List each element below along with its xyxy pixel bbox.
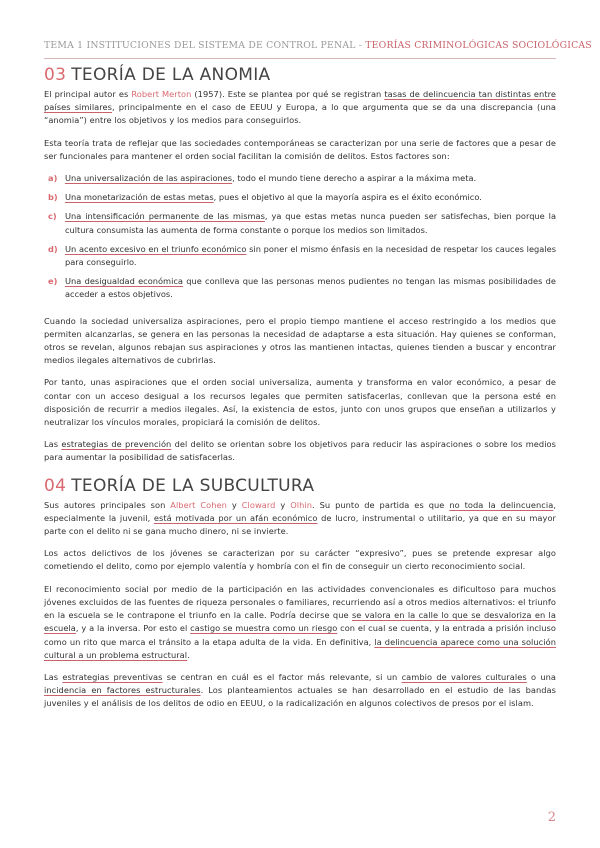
underlined-phrase: cambio de valores culturales [401,671,527,682]
section-heading-anomia [44,64,556,86]
underlined-phrase: no toda la delincuencia [449,499,554,510]
paragraph: Las estrategias preventivas se centran en cuál es el factor más relevante, si un cambio de valores culturales o una incidencia en factores estructurales. Los planteamientos actuales se han desarrollado en el estudio de las bandas juveniles y el análisis de los delitos de odio en EEUU, o la radicalización en algunos colectivos de presos por el islam. [44,671,557,709]
list-marker: c) [48,211,57,222]
underlined-phrase: estrategias de prevención [61,439,172,450]
underlined-phrase: castigo se muestra como un riesgo [190,623,338,634]
list-marker: e) [48,276,58,287]
section-number: 04 [44,475,67,496]
header-divider [44,58,556,59]
author-name: Albert Cohen [170,499,227,510]
section-number: 03 [44,65,67,85]
list-item: d) Un acento excesivo en el triunfo económico sin poner el mismo énfasis en la necesidad de respetar los cauces legales para conseguirlo. [48,243,556,268]
underlined-phrase: se valora en la calle lo que se desvaloriza en la escuela [44,610,557,634]
underlined-phrase: estrategias preventivas [62,671,163,682]
section-title: TEORÍA DE LA SUBCULTURA [71,475,315,496]
section-heading-subcultura [44,475,556,497]
author-name: Cloward [241,499,276,510]
section-title: TEORÍA DE LA ANOMIA [71,65,271,85]
list-marker: a) [48,173,58,184]
paragraph: Sus autores principales son Albert Cohen y Cloward y Olhin. Su punto de partida es que no toda la delincuencia, especialmente la juvenil, está motivada por un afán económico de lucro, instrumental o utilitario, ya que en su mayor parte con el delito ni se gana mucho dinero, ni se invierte. [44,499,557,537]
list-item: c) Una intensificación permanente de las mismas, ya que estas metas nunca pueden ser satisfechas, bien porque la cultura consumista las aumenta de forma constante o porque los medios son limitados. [48,211,556,235]
factors-list [44,172,556,302]
list-marker: b) [48,192,58,203]
paragraph: Las estrategias de prevención del delito se orientan sobre los objetivos para reducir las aspiraciones o sobre los medios para aumentar la posibilidad de satisfacerlas. [44,439,556,463]
page-number: 2 [547,810,556,825]
header-course: TEMA 1 INSTITUCIONES DEL SISTEMA DE CONTROL PENAL - [44,40,366,51]
list-item: a) Una universalización de las aspiraciones, todo el mundo tiene derecho a aspirar a la máxima meta. [44,172,556,185]
paragraph: Cuando la sociedad universaliza aspiraciones, pero el propio tiempo mantiene el acceso restringido a los medios que permiten alcanzarlas, se genera en las personas la necesidad de adaptarse a esta situación. Hay quienes se conforman, otros se revelan, algunos rebajan sus aspiraciones y otros las mantienen intactas, quienes tienden a buscar y encontrar medios ilegales alternativos de cubrirlas. [44,315,556,366]
paragraph: El principal autor es Robert Merton (1957). Este se plantea por qué se registran tasas de delincuencia tan distintas entre países similares, principalmente en el caso de EEUU y Europa, a lo que argumenta que se da una discrepancia (una “anomia”) entre los objetivos y los medios para conseguirlos. [44,89,556,126]
underlined-phrase: la delincuencia aparece como una solución cultural a un problema estructural [44,636,556,660]
paragraph: Los actos delictivos de los jóvenes se caracterizan por su carácter “expresivo”, pues se pretende expresar algo cometiendo el delito, como por ejemplo valentía y hombría con el fin de conseguir un cierto reconocimiento social. [44,548,556,572]
header-topic: TEORÍAS CRIMINOLÓGICAS SOCIOLÓGICAS [365,40,592,51]
list-item: e) Una desigualdad económica que conlleva que las personas menos pudientes no tengan las mismas posibilidades de acceder a estos objetivos. [48,276,556,300]
list-item: b) Una monetarización de estas metas, pues el objetivo al que la mayoría aspira es el éxito económico. [44,191,556,204]
paragraph: El reconocimiento social por medio de la participación en las actividades convencionales es dificultoso para muchos jóvenes excluidos de las fuentes de riqueza personales o familiares, recurriendo así a otros medios alternativos: el triunfo en la escuela se le contrapone el triunfo en la calle. Podría decirse que se valora en la calle lo que se desvaloriza en la escuela, y a la inversa. Por esto el castigo se muestra como un riesgo con el cual se cuenta, y la entrada a prisión incluso como un rito que marca el tránsito a la etapa adulta de la vida. En definitiva, la delincuencia aparece como una solución cultural a un problema estructural. [44,583,557,660]
page-header [44,40,592,51]
list-marker: d) [48,243,58,254]
underlined-phrase: está motivada por un afán económico [153,512,318,523]
paragraph: Por tanto, unas aspiraciones que el orden social universaliza, aumenta y transforma en valor económico, a pesar de contar con un acceso desigual a los recursos legales que permiten satisfacerlas, conllevan que la persona esté en disposición de recurrir a medios ilegales. Así, la existencia de estos, junto con unos grupos que enseñan a utilizarlos y neutralizar los vínculos morales, propiciará la comisión de delitos. [44,377,556,428]
paragraph: Esta teoría trata de reflejar que las sociedades contemporáneas se caracterizan por una serie de factores que a pesar de ser funcionales para mantener el orden social facilitan la comisión de delitos. Estos factores son: [44,137,556,161]
underlined-phrase: incidencia en factores estructurales [44,685,201,696]
author-name: Robert Merton [131,89,192,99]
underlined-phrase: tasas de delincuencia tan distintas entre países similares [44,89,556,113]
author-name: Olhin [290,499,313,510]
page-content [44,64,556,711]
